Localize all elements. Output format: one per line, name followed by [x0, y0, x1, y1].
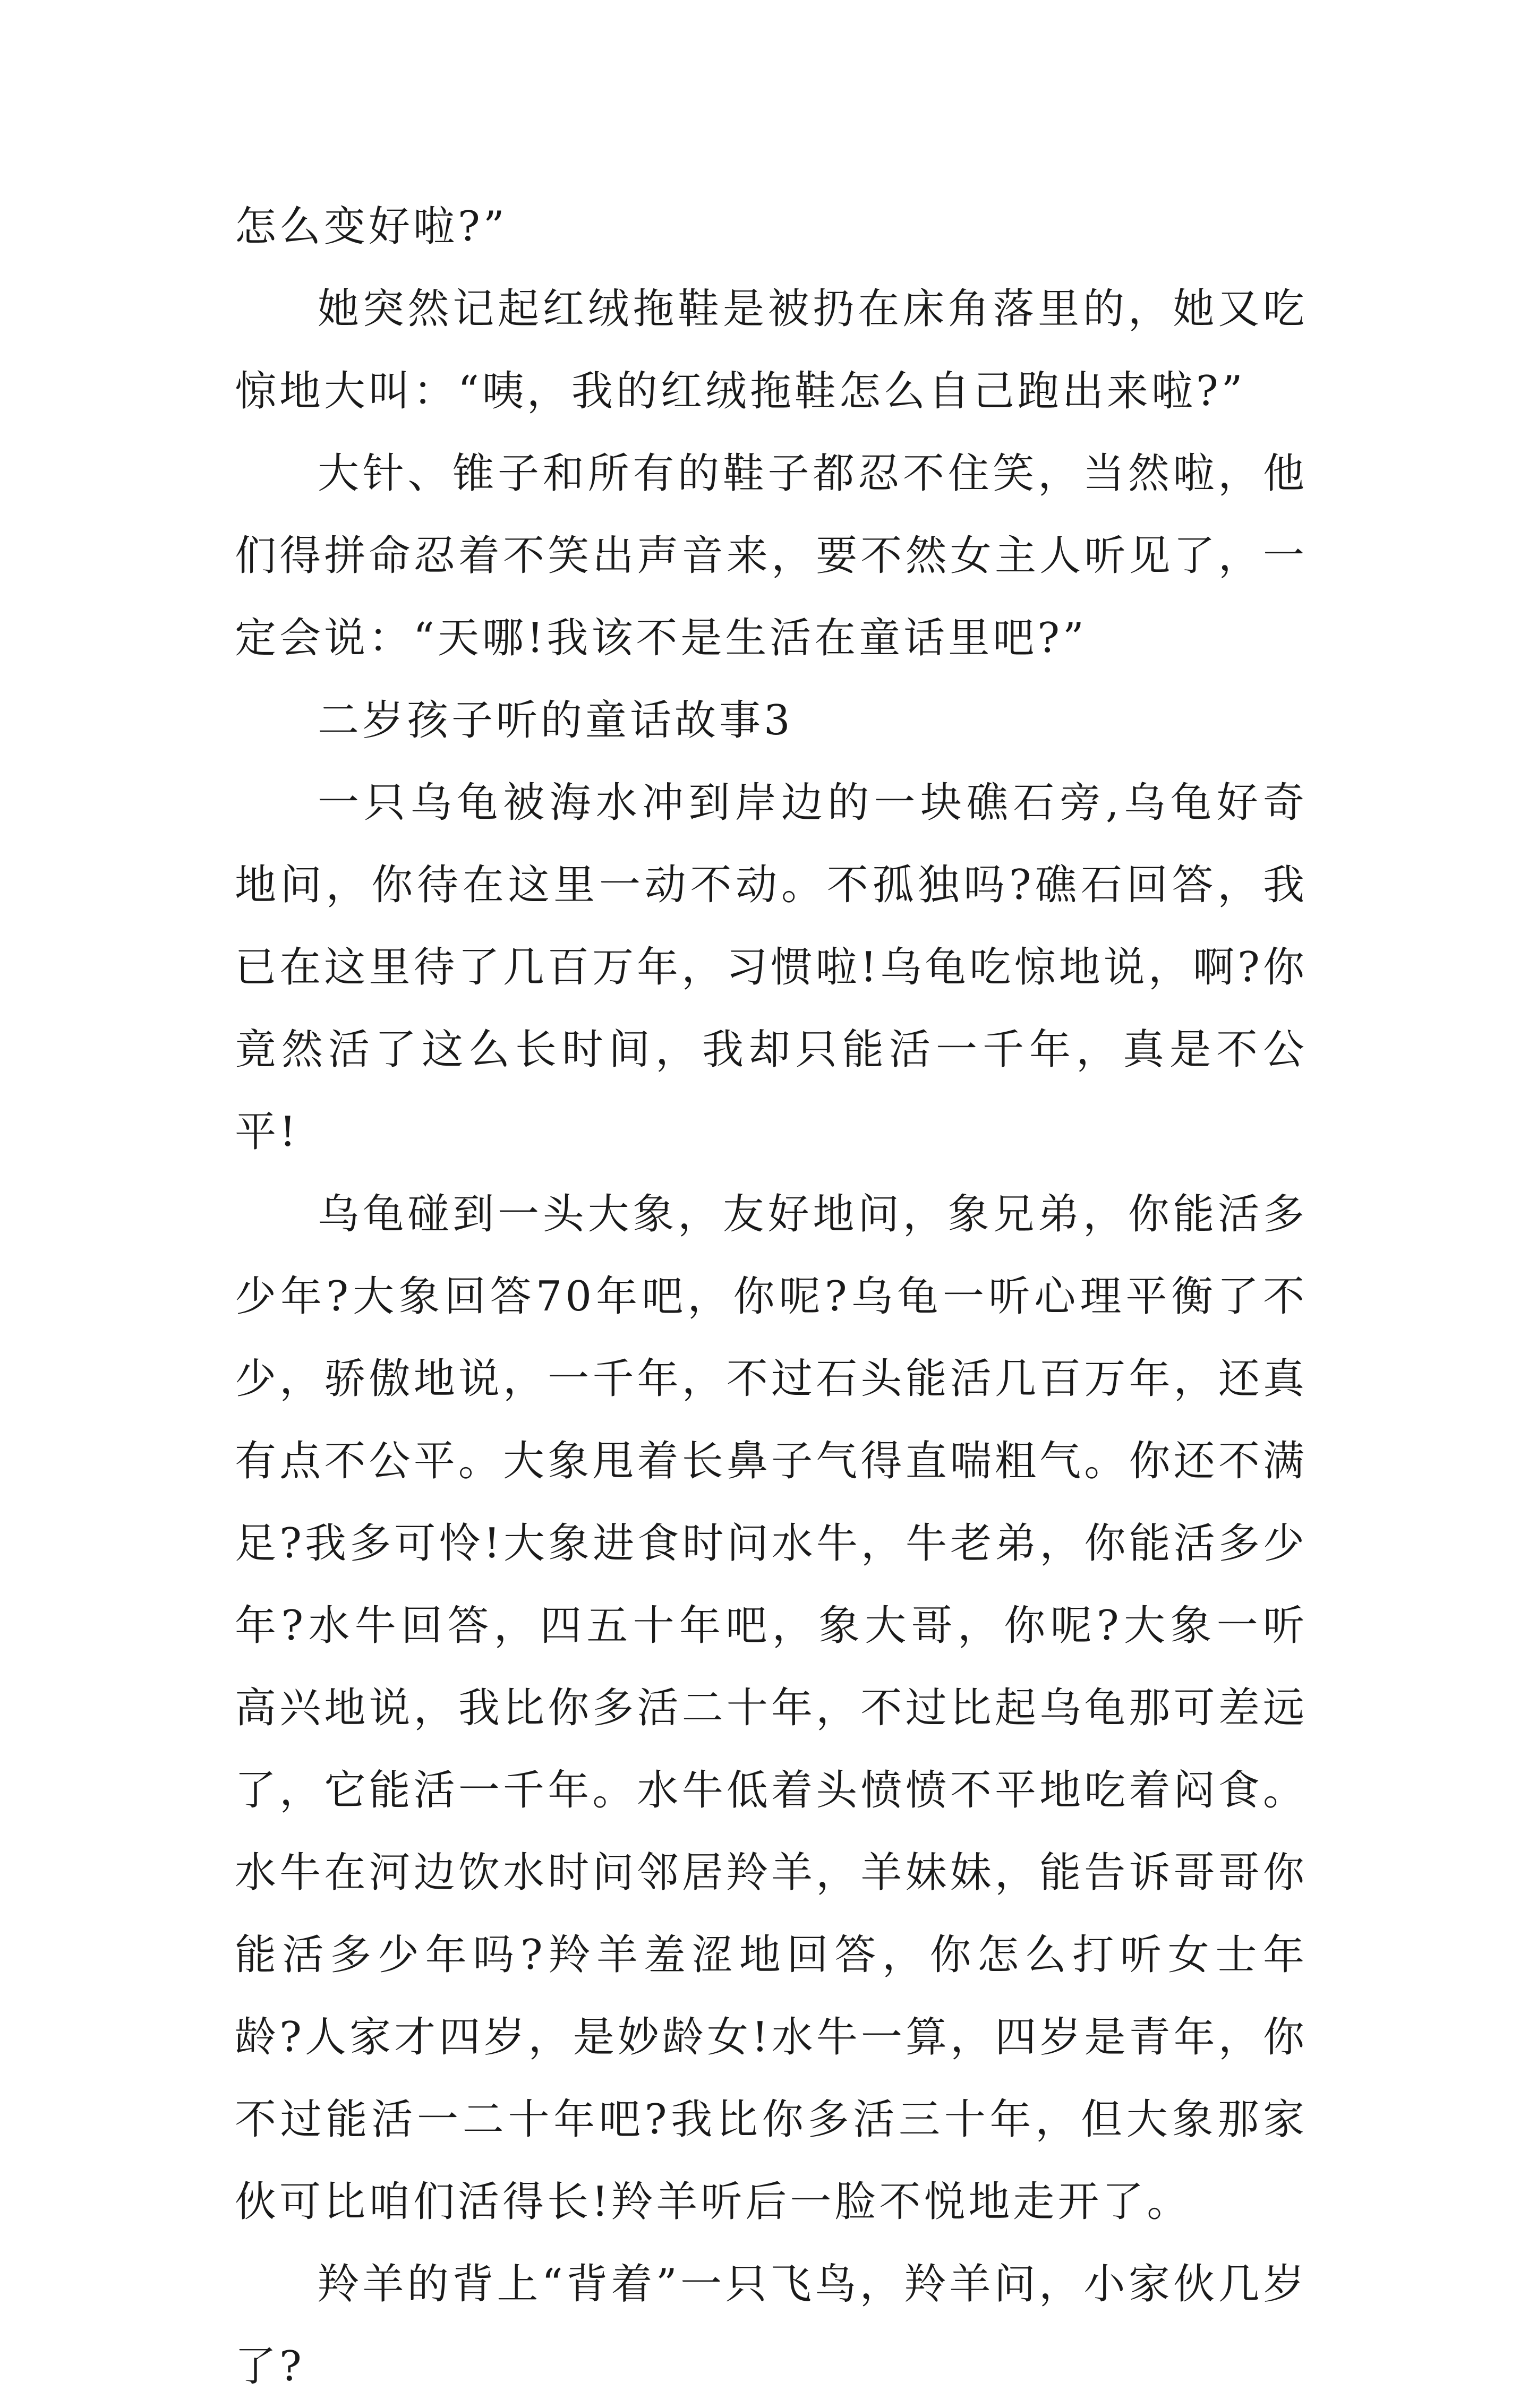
paragraph-5: 一只乌龟被海水冲到岸边的一块礁石旁,乌龟好奇地问，你待在这里一动不动。不孤独吗?礁石回答，我已在这里待了几百万年，习惯啦!乌龟吃惊地说，啊?你竟然活了这么长时间，我却只能活一千年，真是不公平!: [235, 779, 1308, 1156]
paragraph-7: 羚羊的背上“背着”一只飞鸟，羚羊问，小家伙几岁了?: [235, 2260, 1308, 2390]
document-body: [235, 186, 1308, 2408]
paragraph-1: 怎么变好啦?”: [235, 203, 508, 251]
paragraph-6: 乌龟碰到一头大象，友好地问，象兄弟，你能活多少年?大象回答70年吧，你呢?乌龟一听心理平衡了不少，骄傲地说，一千年，不过石头能活几百万年，还真有点不公平。大象甩着长鼻子气得直喘粗气。你还不满足?我多可怜!大象进食时问水牛，牛老弟，你能活多少年?水牛回答，四五十年吧，象大哥，你呢?大象一听高兴地说，我比你多活二十年，不过比起乌龟那可差远了，它能活一千年。水牛低着头愤愤不平地吃着闷食。水牛在河边饮水时问邻居羚羊，羊妹妹，能告诉哥哥你能活多少年吗?羚羊羞涩地回答，你怎么打听女士年龄?人家才四岁，是妙龄女!水牛一算，四岁是青年，你不过能活一二十年吧?我比你多活三十年，但大象那家伙可比咱们活得长!羚羊听后一脸不悦地走开了。: [235, 1190, 1308, 2226]
paragraph-3: 大针、锥子和所有的鞋子都忍不住笑，当然啦，他们得拼命忍着不笑出声音来，要不然女主人听见了，一定会说：“天哪!我该不是生活在童话里吧?”: [235, 450, 1308, 662]
paragraph-2: 她突然记起红绒拖鞋是被扔在床角落里的，她又吃惊地大叫：“咦，我的红绒拖鞋怎么自己跑出来啦?”: [235, 285, 1308, 415]
story-heading: 二岁孩子听的童话故事3: [318, 697, 793, 744]
